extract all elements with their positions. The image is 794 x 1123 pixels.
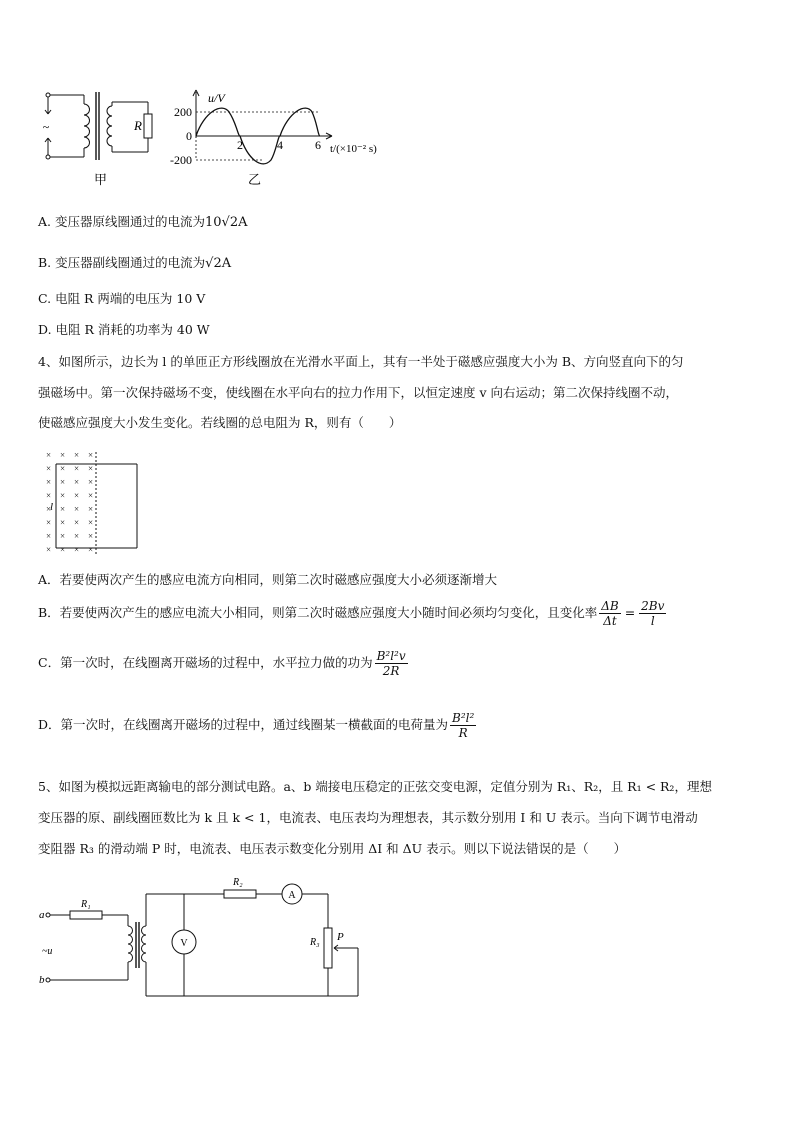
field-cross: ×	[60, 477, 66, 487]
field-cross: ×	[46, 477, 52, 487]
q5-stem-line-2: 变压器的原、副线圈匝数比为 k 且 k < 1，电流表、电压表均为理想表，其示数分别用 I 和 U 表示。当向下调节电滑动	[38, 810, 698, 825]
q4-option-c-work: $\frac{\text{B²l²v}}{2R}$	[376, 649, 406, 678]
slider-p-label: P	[337, 931, 344, 943]
y-tick-0: 0	[186, 129, 192, 143]
field-cross: ×	[46, 504, 52, 514]
field-cross: ×	[60, 504, 66, 514]
y-axis-label: u/V	[208, 91, 225, 105]
left-caption: 甲	[94, 172, 108, 187]
resistor-label: R	[134, 118, 142, 133]
field-cross: ×	[88, 450, 94, 460]
field-cross: ×	[74, 463, 80, 474]
q4-option-a: A．若要使两次产生的感应电流方向相同，则第二次时磁感应强度大小必须逐渐增大	[38, 572, 498, 587]
field-cross: ×	[88, 544, 94, 555]
q5-stem-line-1: 5、如图为模拟远距离输电的部分测试电路。a、b 端接电压稳定的正弦交变电源，定值分别为 R₁、R₂，且 R₁ < R₂，理想	[38, 779, 712, 794]
q4-option-b-value: $\frac{2Bv}{l}$	[641, 599, 665, 628]
field-cross: ×	[88, 477, 94, 487]
q4-option-b-rate: $\frac{\Delta B}{\Delta t}$	[601, 599, 619, 628]
field-cross: ×	[60, 450, 66, 460]
x-tick-6: 6	[315, 138, 321, 152]
y-tick-200: 200	[174, 105, 192, 119]
q4-option-d: D．第一次时，在线圈离开磁场的过程中，通过线圈某一横截面的电荷量为 $\frac{\text{B²l²}}{R}$	[38, 711, 475, 740]
field-cross: ×	[88, 463, 94, 474]
field-cross: ×	[60, 463, 66, 474]
q3-option-a: A. 变压器原线圈通过的电流为10√2A	[38, 214, 248, 230]
q4-stem-line-3: 使磁感应强度大小发生变化。若线圈的总电阻为 R，则有（ ）	[38, 415, 402, 430]
ammeter-label: A	[288, 890, 296, 901]
field-cross: ×	[60, 517, 66, 528]
q3-option-b: B. 变压器副线圈通过的电流为√2A	[38, 255, 232, 271]
field-cross: ×	[74, 450, 80, 460]
q3-option-d: D. 电阻 R 消耗的功率为 40 W	[38, 322, 210, 337]
field-cross: ×	[88, 490, 94, 501]
field-cross: ×	[74, 544, 80, 555]
x-axis-label: t/(×10⁻² s)	[330, 143, 377, 155]
q3-option-a-math: 10√2A	[205, 215, 248, 230]
q3-option-b-math: √2A	[205, 256, 232, 271]
field-cross: ×	[74, 531, 80, 541]
field-cross: ×	[60, 531, 66, 541]
field-cross: ×	[88, 504, 94, 514]
figure-coil-in-field	[36, 446, 146, 556]
source-symbol: ~	[42, 120, 50, 134]
q3-option-c: C. 电阻 R 两端的电压为 10 V	[38, 291, 206, 306]
x-tick-4: 4	[277, 138, 283, 152]
y-tick-neg-200: -200	[170, 153, 192, 167]
field-cross: ×	[88, 517, 94, 528]
field-cross: ×	[46, 544, 52, 555]
figure-transformer-and-waveform	[36, 86, 396, 190]
q5-stem-line-3: 变阻器 R₃ 的滑动端 P 时，电流表、电压表示数变化分别用 ΔI 和 ΔU 表示。则以下说法错误的是（ ）	[38, 841, 627, 856]
terminal-b-label: b	[39, 974, 45, 986]
r1-label: R₁	[81, 899, 91, 910]
x-tick-2: 2	[237, 138, 243, 152]
field-cross: ×	[46, 450, 52, 460]
q4-option-c: C．第一次时，在线圈离开磁场的过程中，水平拉力做的功为 $\frac{\text{B²l²v}}{2R}$	[38, 649, 406, 678]
field-cross: ×	[46, 490, 52, 501]
q4-option-b: B．若要使两次产生的感应电流大小相同，则第二次时磁感应强度大小随时间必须均匀变化，且变化率 $\frac{\Delta B}{\Delta t}$ = $\frac{2Bv}{l}$	[38, 599, 665, 628]
terminal-a-label: a	[39, 909, 45, 921]
field-cross: ×	[46, 531, 52, 541]
voltmeter-label: V	[180, 938, 188, 949]
side-length-label: l	[50, 501, 54, 513]
figure-transmission-circuit	[38, 870, 368, 1004]
field-cross: ×	[74, 490, 80, 501]
field-cross: ×	[46, 463, 52, 474]
field-cross: ×	[60, 544, 66, 555]
source-u-label: ~u	[42, 946, 53, 957]
field-cross: ×	[74, 477, 80, 487]
q4-stem-line-1: 4、如图所示，边长为 l 的单匝正方形线圈放在光滑水平面上，其有一半处于磁感应强度大小为 B、方向竖直向下的匀	[38, 354, 684, 369]
field-cross: ×	[74, 517, 80, 528]
right-caption: 乙	[248, 172, 262, 187]
field-cross: ×	[74, 504, 80, 514]
field-cross: ×	[88, 531, 94, 541]
q4-stem-line-2: 强磁场中。第一次保持磁场不变，使线圈在水平向右的拉力作用下，以恒定速度 v 向右运动；第二次保持线圈不动，	[38, 385, 679, 400]
q4-option-d-charge: $\frac{\text{B²l²}}{R}$	[452, 711, 475, 740]
field-cross: ×	[46, 517, 52, 528]
r2-label: R₂	[233, 877, 243, 888]
field-cross: ×	[60, 490, 66, 501]
r3-label: R₃	[310, 937, 320, 948]
